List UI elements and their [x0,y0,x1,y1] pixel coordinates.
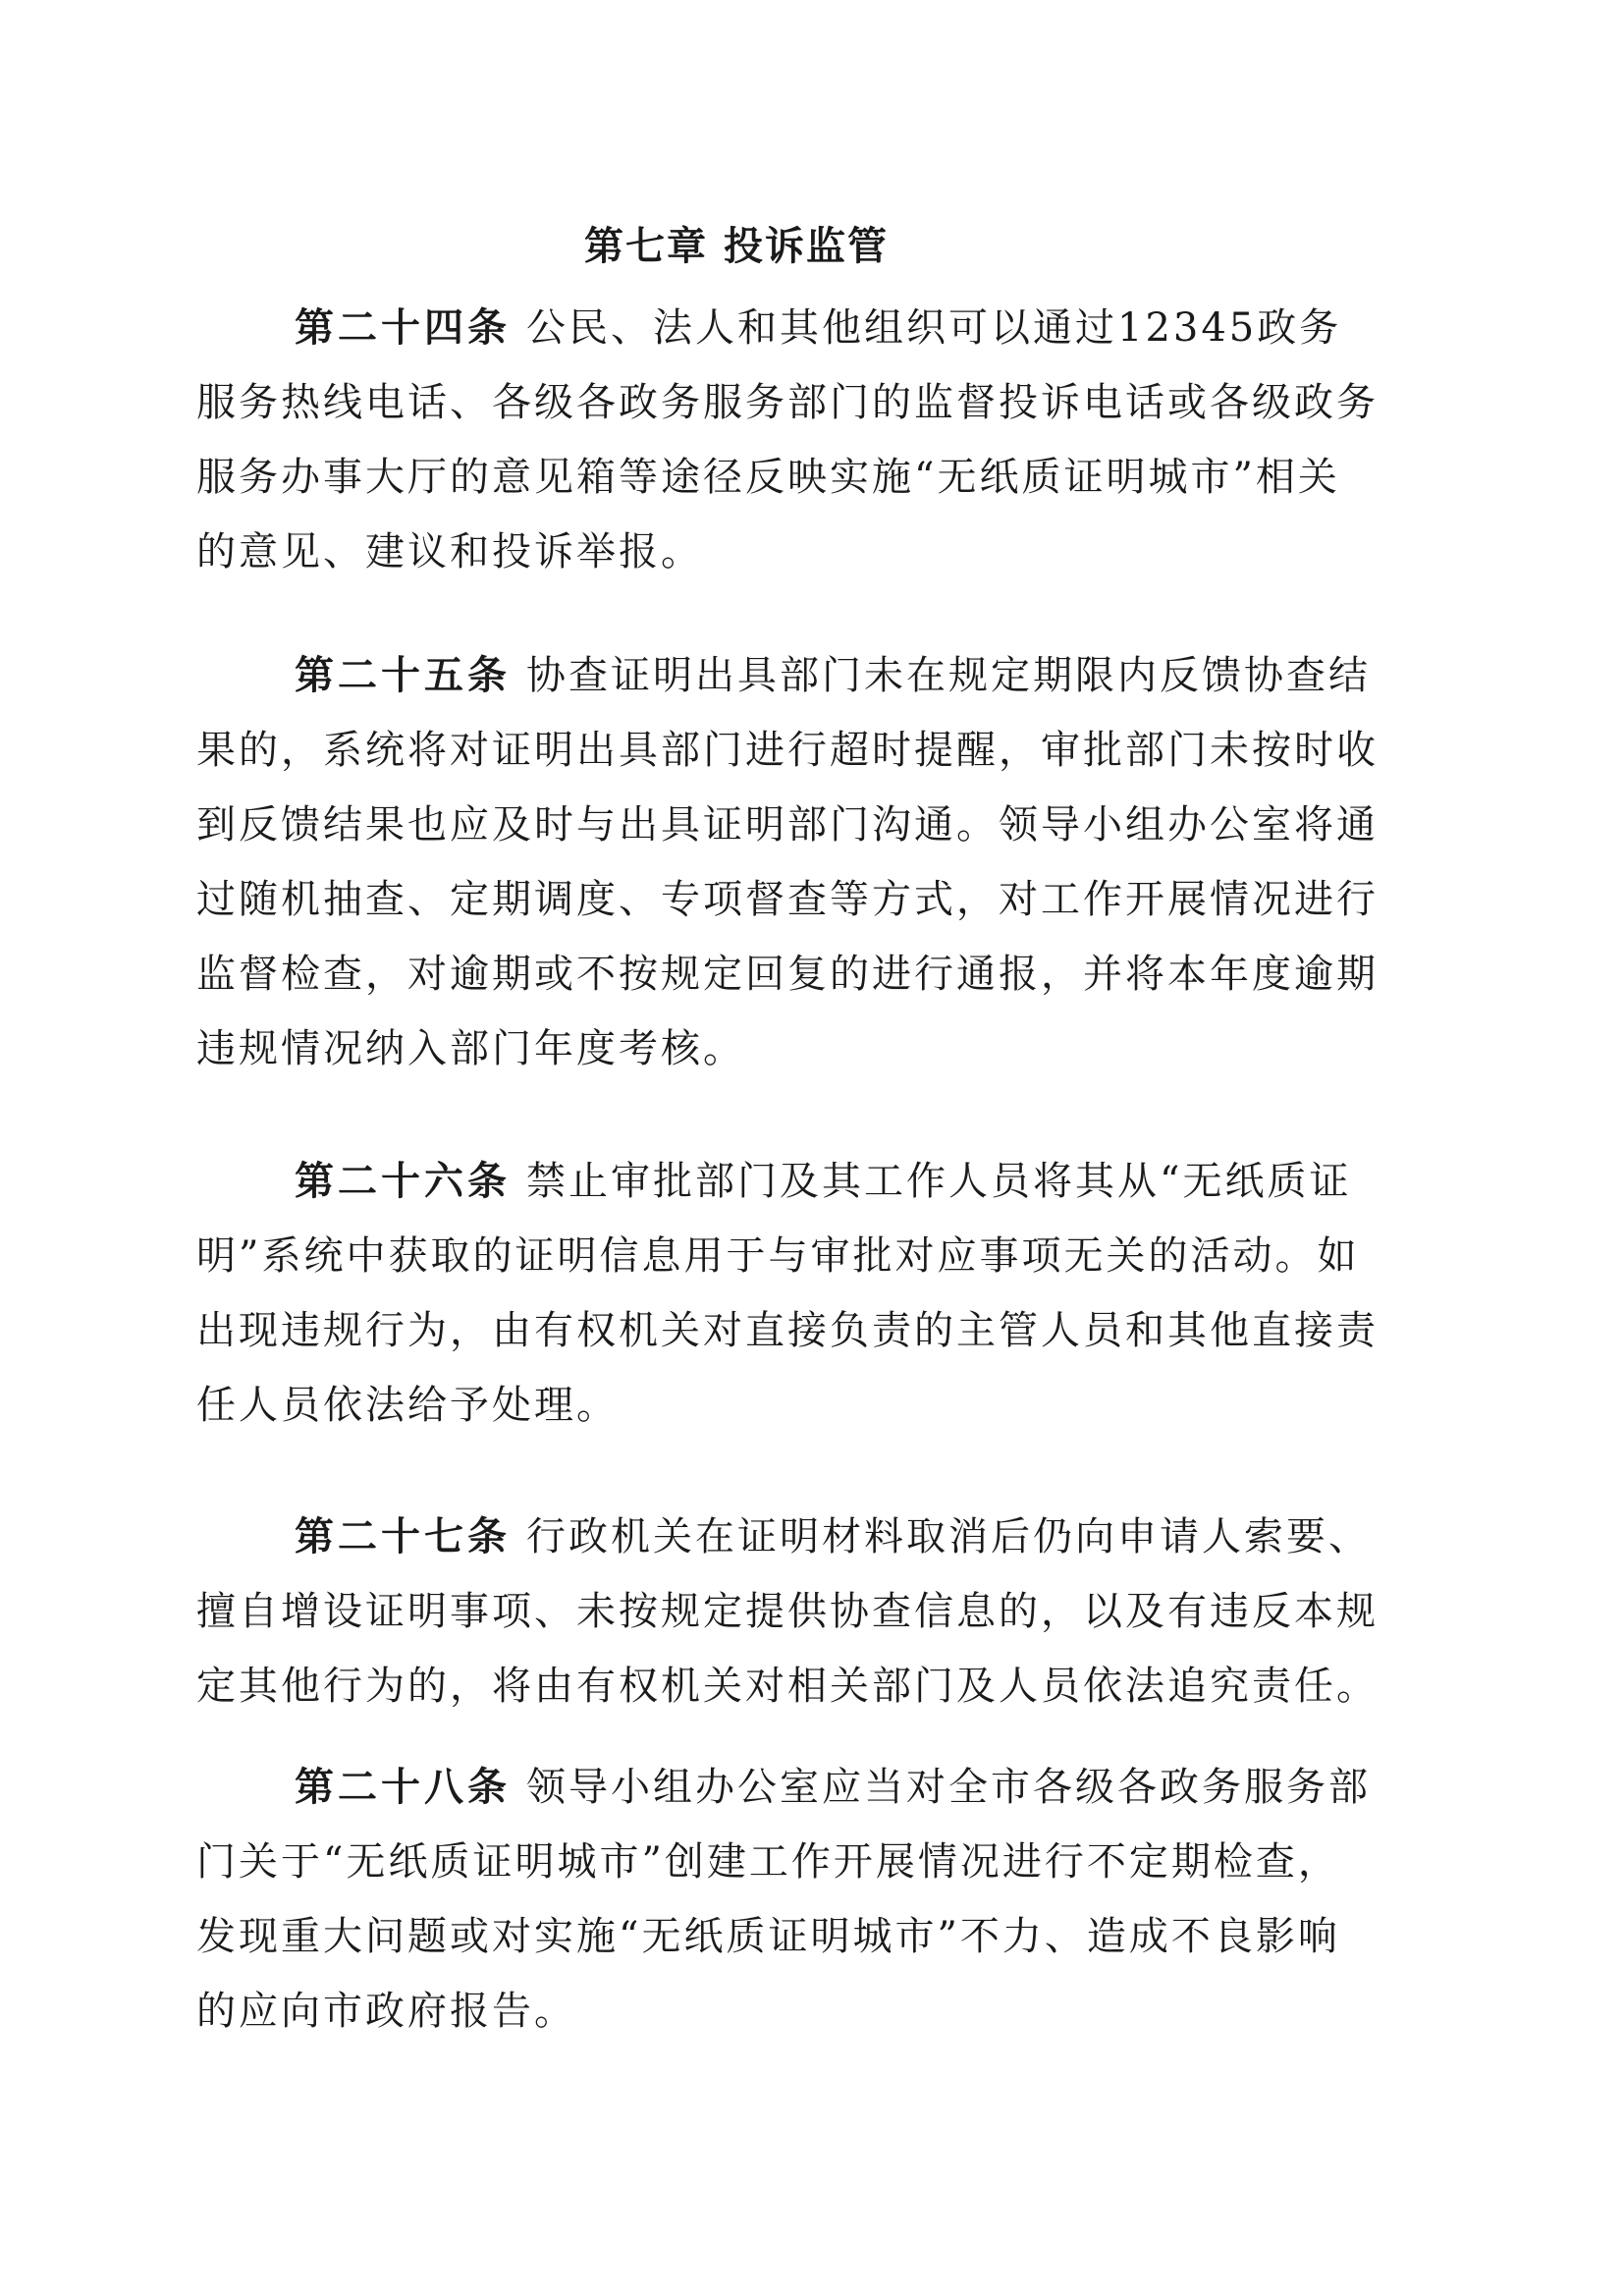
article-24-heading: 第二十四条 [295,305,511,351]
article-25-heading: 第二十五条 [295,653,511,698]
article-27-heading: 第二十七条 [295,1514,511,1559]
article-24 [196,291,1380,589]
article-26-heading: 第二十六条 [295,1159,511,1204]
article-27-text: 行政机关在证明材料取消后仍向申请人索要、擅自增设证明事项、未按规定提供协查信息的，以及有违反本规定其他行为的，将由有权机关对相关部门及人员依法追究责任。 [196,1514,1379,1709]
article-25 [196,638,1380,1086]
article-27 [196,1500,1380,1723]
article-28-heading: 第二十八条 [295,1765,511,1810]
chapter-title: 第七章 投诉监管 [584,223,889,269]
article-26 [196,1144,1380,1443]
article-26-text: 禁止审批部门及其工作人员将其从“无纸质证明”系统中获取的证明信息用于与审批对应事项无关的活动。如出现违规行为，由有权机关对直接负责的主管人员和其他直接责任人员依法给予处理。 [196,1159,1379,1428]
article-28-text: 领导小组办公室应当对全市各级各政务服务部门关于“无纸质证明城市”创建工作开展情况进行不定期检查，发现重大问题或对实施“无纸质证明城市”不力、造成不良影响的应向市政府报告。 [196,1765,1371,2034]
article-25-text: 协查证明出具部门未在规定期限内反馈协查结果的，系统将对证明出具部门进行超时提醒，审批部门未按时收到反馈结果也应及时与出具证明部门沟通。领导小组办公室将通过随机抽查、定期调度、专项督查等方式，对工作开展情况进行监督检查，对逾期或不按规定回复的进行通报，并将本年度逾期违规情况纳入部门年度考核。 [196,653,1379,1071]
article-24-text: 公民、法人和其他组织可以通过12345政务服务热线电话、各级各政务服务部门的监督投诉电话或各级政务服务办事大厅的意见箱等途径反映实施“无纸质证明城市”相关的意见、建议和投诉举报。 [196,305,1379,574]
article-28 [196,1750,1380,2049]
